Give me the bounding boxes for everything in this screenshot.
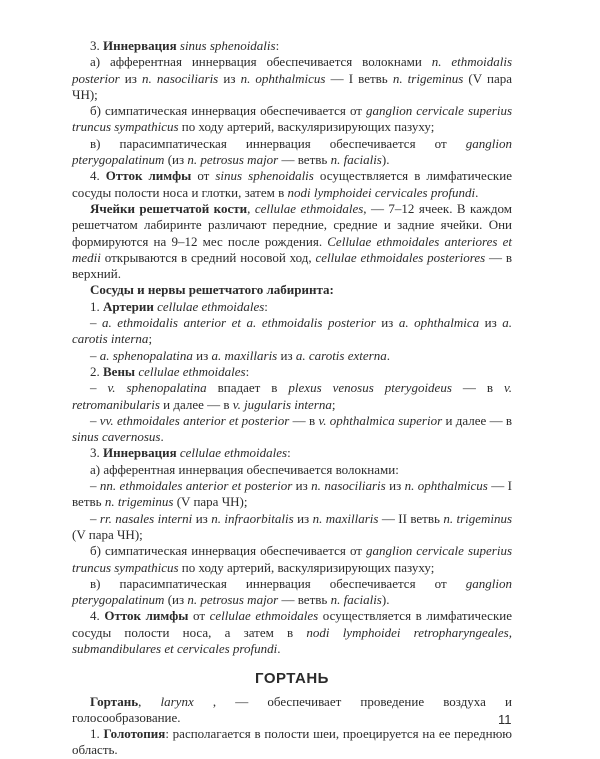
- page-number: 11: [498, 712, 512, 727]
- veins-item-2: – vv. ethmoidales anterior et posterior — в v. ophthalmica superior и далее — в sinus cavernosus.: [72, 412, 513, 445]
- cells-afferent-lead: а) афферентная иннервация обеспечивается волокнами:: [90, 461, 399, 477]
- ethmoid-cells-paragraph: Ячейки решетчатой кости, cellulae ethmoidales, — 7–12 ячеек. В каждом решетчатом лабиринте различают передние, средние и задние ячейки. Они формируются на 9–12 мес после рождения. Cellulae ethmoidales anteriores et medii открываются в средний носовой ход, cellulae ethmoidales posteriores — в верхний.: [72, 200, 513, 282]
- arteries-item-2: – a. sphenopalatina из a. maxillaris из a. carotis externa.: [90, 347, 390, 363]
- sinus-afferent-innervation: а) афферентная иннервация обеспечивается волокнами n. ethmoidalis posterior из n. nasociliaris из n. ophthalmicus — I ветвь n. trigeminus (V пара ЧН);: [72, 54, 513, 102]
- sinus-parasympathetic-innervation: в) парасимпатическая иннервация обеспечивается от ganglion pterygopalatinum (из n. petrosus major — ветвь n. facialis).: [72, 135, 512, 168]
- veins-item-1: – v. sphenopalatina впадает в plexus venosus pterygoideus — в v. retromanibularis и далее — в v. jugularis interna;: [72, 380, 512, 412]
- section-heading-larynx: ГОРТАНЬ: [255, 670, 329, 688]
- sinus-lymph-outflow: 4. Отток лимфы от sinus sphenoidalis осуществляется в лимфатические сосуды полости носа и глотки, затем в nodi lymphoidei cervicales profundi.: [72, 168, 512, 200]
- sinus-innervation-title: 3. Иннервация sinus sphenoidalis:: [90, 38, 280, 53]
- document-page: [72, 38, 512, 759]
- cells-afferent-item-2: – rr. nasales interni из n. infraorbitalis из n. maxillaris — II ветвь n. trigeminus (V пара ЧН);: [72, 510, 513, 542]
- cells-innervation-title: 3. Иннервация cellulae ethmoidales:: [90, 445, 291, 461]
- arteries-item-1: – a. ethmoidalis anterior et a. ethmoidalis posterior из a. ophthalmica из a. carotis interna;: [72, 315, 513, 347]
- labyrinth-vessels-heading: Сосуды и нервы решетчатого лабиринта:: [90, 282, 334, 298]
- larynx-topography: 1. Голотопия: располагается в полости шеи, проецируется на ее переднюю область.: [72, 726, 512, 758]
- sinus-sympathetic-innervation: б) симпатическая иннервация обеспечивается от ganglion cervicale superius truncus sympathicus по ходу артерий, васкуляризирующих пазуху;: [72, 103, 513, 135]
- cells-parasympathetic-innervation: в) парасимпатическая иннервация обеспечивается от ganglion pterygopalatinum (из n. petrosus major — ветвь n. facialis).: [72, 575, 512, 608]
- cells-afferent-item-1: – nn. ethmoidales anterior et posterior из n. nasociliaris из n. ophthalmicus — I ветвь n. trigeminus (V пара ЧН);: [72, 478, 512, 510]
- cells-sympathetic-innervation: б) симпатическая иннервация обеспечивается от ganglion cervicale superius truncus sympathicus по ходу артерий, васкуляризирующих пазуху;: [72, 543, 513, 575]
- veins-title: 2. Вены cellulae ethmoidales:: [90, 363, 250, 379]
- arteries-title: 1. Артерии cellulae ethmoidales:: [90, 298, 268, 314]
- cells-lymph-outflow: 4. Отток лимфы от cellulae ethmoidales осуществляется в лимфатические сосуды полости носа, а затем в nodi lymphoidei retropharyngeales, submandibulares et cervicales profundi.: [72, 608, 512, 656]
- larynx-definition: Гортань, larynx , — обеспечивает проведение воздуха и голосообразование.: [72, 693, 513, 725]
